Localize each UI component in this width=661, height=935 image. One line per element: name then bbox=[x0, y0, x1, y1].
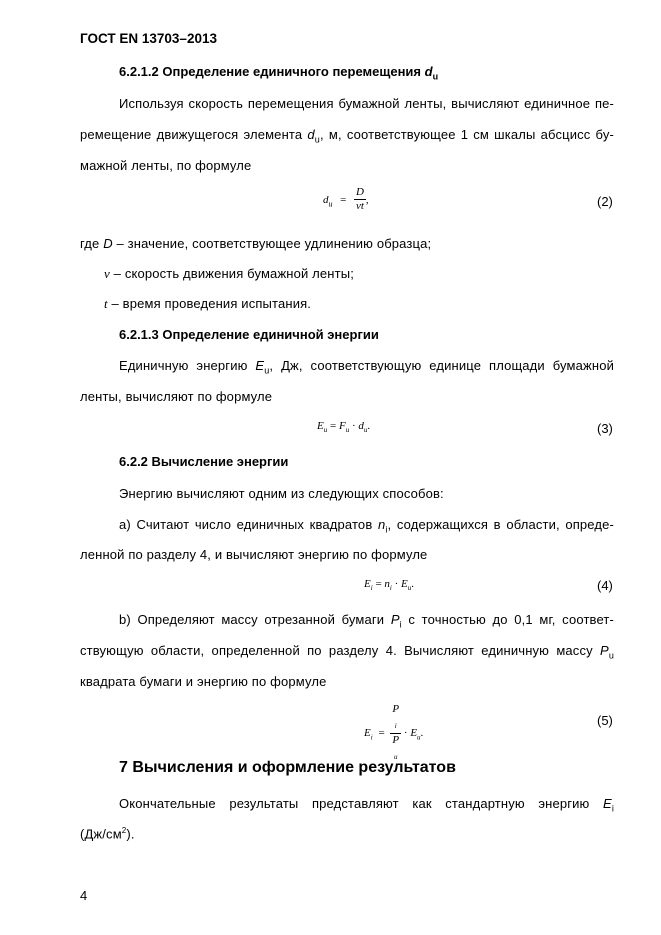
formula-5: $E_i$ = P $_i$ P $_u$ · $E_u$. bbox=[364, 703, 423, 764]
fraction: $\frac{D}{vt}$ bbox=[355, 186, 364, 212]
section-heading-7: 7 Вычисления и оформление результатов bbox=[119, 759, 456, 776]
heading-text: 6.2.1.2 Определение единичного перемещения bbox=[119, 64, 425, 79]
paragraph-line: Энергию вычисляют одним из следующих способов: bbox=[119, 486, 444, 501]
where-line: t – время проведения испытания. bbox=[104, 296, 312, 311]
paragraph-line: ленной по разделу 4, и вычисляют энергию по формуле bbox=[80, 547, 428, 562]
section-heading-6-2-2: 6.2.2 Вычисление энергии bbox=[119, 454, 289, 469]
paragraph-line: а) Считают число единичных квадратов $n_i$, содержащихся в области, опреде- bbox=[119, 517, 614, 535]
formula-number: (4) bbox=[597, 578, 613, 593]
paragraph-line: Используя скорость перемещения бумажной ленты, вычисляют единичное пе- bbox=[119, 96, 614, 111]
fraction: P $_i$ P $_u$ bbox=[392, 703, 400, 762]
where-line: где D – значение, соответствующее удлинению образца; bbox=[80, 236, 432, 251]
paragraph-line: ремещение движущегося элемента $d_u$, м, соответствующее 1 см шкалы абсцисс бу- bbox=[80, 127, 614, 145]
paragraph-line: $(Дж/см^2)$. bbox=[80, 826, 135, 842]
paragraph-line: ствующую области, определенной по разделу 4. Вычисляют единичную массу $P_u$ bbox=[80, 643, 614, 661]
formula-4: $E_i = n_i \cdot E_u$. bbox=[364, 578, 415, 593]
heading-var: d bbox=[424, 64, 433, 79]
paragraph-line: Единичную энергию $E_u$, Дж, соответствующую единице площади бумажной bbox=[119, 358, 614, 376]
where-line: v – скорость движения бумажной ленты; bbox=[104, 266, 354, 281]
paragraph-line: квадрата бумаги и энергию по формуле bbox=[80, 674, 327, 689]
formula-2: $d_u$ = $\frac{D}{vt}$ , bbox=[323, 186, 369, 212]
section-heading-6-2-1-2 bbox=[119, 64, 438, 82]
paragraph-line: мажной ленты, по формуле bbox=[80, 158, 252, 173]
formula-number: (3) bbox=[597, 421, 613, 436]
document-header: ГОСТ EN 13703–2013 bbox=[80, 31, 217, 46]
paragraph-line: b) Определяют массу отрезанной бумаги $P_i$ с точностью до 0,1 мг, соответ- bbox=[119, 612, 615, 630]
formula-number: (5) bbox=[597, 713, 613, 728]
section-heading-6-2-1-3: 6.2.1.3 Определение единичной энергии bbox=[119, 327, 379, 342]
page-number: 4 bbox=[80, 888, 88, 903]
heading-sub: u bbox=[432, 71, 439, 82]
formula-3: $E_u = F_u \cdot d_u$. bbox=[317, 420, 371, 435]
paragraph-line: Окончательные результаты представляют как стандартную энергию $E_i$ bbox=[119, 796, 614, 814]
formula-number: (2) bbox=[597, 194, 613, 209]
paragraph-line: ленты, вычисляют по формуле bbox=[80, 389, 273, 404]
